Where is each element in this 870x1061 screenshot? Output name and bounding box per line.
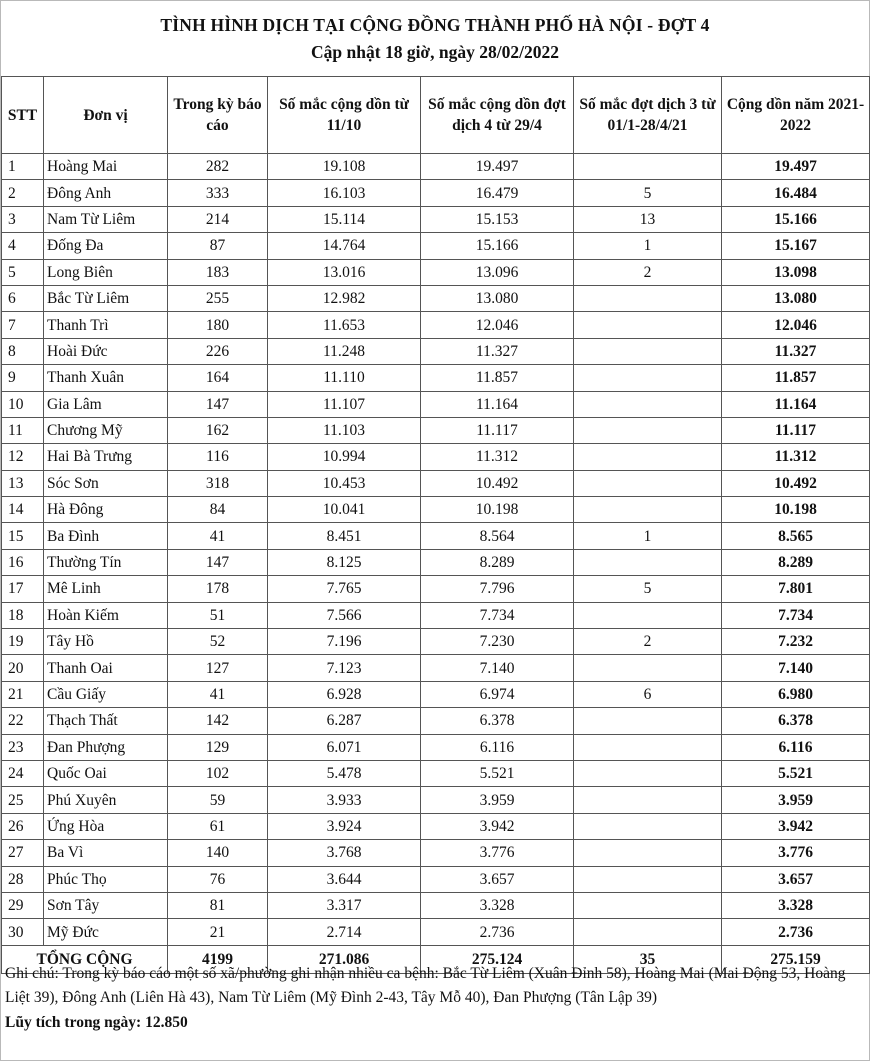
- header-wave4: Số mắc cộng dồn đợt dịch 4 từ 29/4: [421, 77, 574, 154]
- cell-stt: 15: [2, 523, 44, 549]
- cell-wave4: 5.521: [421, 760, 574, 786]
- table-row: [2, 259, 870, 285]
- cell-report-period: 21: [168, 919, 268, 945]
- cell-stt: 17: [2, 576, 44, 602]
- cell-since-11-10: 2.714: [268, 919, 421, 945]
- cell-unit: Mỹ Đức: [44, 919, 168, 945]
- cell-wave3: 1: [574, 523, 722, 549]
- cell-report-period: 51: [168, 602, 268, 628]
- cell-cumulative: 6.378: [722, 708, 870, 734]
- cell-stt: 14: [2, 497, 44, 523]
- cell-report-period: 41: [168, 681, 268, 707]
- table-row: [2, 892, 870, 918]
- cell-cumulative: 15.167: [722, 233, 870, 259]
- cell-unit: Gia Lâm: [44, 391, 168, 417]
- cell-stt: 5: [2, 259, 44, 285]
- cell-stt: 21: [2, 681, 44, 707]
- cell-since-11-10: 16.103: [268, 180, 421, 206]
- table-row: [2, 734, 870, 760]
- table-row: [2, 787, 870, 813]
- cell-stt: 11: [2, 417, 44, 443]
- cell-wave4: 3.657: [421, 866, 574, 892]
- total-label: TỔNG CỘNG: [2, 945, 168, 973]
- cell-since-11-10: 10.041: [268, 497, 421, 523]
- cell-wave3: [574, 470, 722, 496]
- cell-unit: Phú Xuyên: [44, 787, 168, 813]
- cell-unit: Sóc Sơn: [44, 470, 168, 496]
- cell-stt: 24: [2, 760, 44, 786]
- cell-report-period: 282: [168, 154, 268, 180]
- cell-since-11-10: 5.478: [268, 760, 421, 786]
- cell-report-period: 59: [168, 787, 268, 813]
- total-cumulative: 275.159: [722, 945, 870, 973]
- cell-cumulative: 3.942: [722, 813, 870, 839]
- cell-since-11-10: 11.248: [268, 338, 421, 364]
- cell-since-11-10: 8.451: [268, 523, 421, 549]
- cell-stt: 13: [2, 470, 44, 496]
- cell-cumulative: 7.232: [722, 629, 870, 655]
- cell-report-period: 147: [168, 391, 268, 417]
- cell-since-11-10: 12.982: [268, 285, 421, 311]
- total-since-11-10: 271.086: [268, 945, 421, 973]
- header-report-period: Trong kỳ báo cáo: [168, 77, 268, 154]
- cell-report-period: 164: [168, 365, 268, 391]
- table-row: [2, 760, 870, 786]
- table-body: [2, 154, 870, 946]
- cell-stt: 20: [2, 655, 44, 681]
- document-subtitle: Cập nhật 18 giờ, ngày 28/02/2022: [311, 42, 559, 62]
- cell-stt: 3: [2, 206, 44, 232]
- table-row: [2, 470, 870, 496]
- cell-since-11-10: 3.644: [268, 866, 421, 892]
- cell-unit: Đống Đa: [44, 233, 168, 259]
- cell-unit: Ba Đình: [44, 523, 168, 549]
- cell-unit: Quốc Oai: [44, 760, 168, 786]
- cell-wave3: [574, 154, 722, 180]
- total-wave4: 275.124: [421, 945, 574, 973]
- cell-wave3: [574, 391, 722, 417]
- table-row: [2, 523, 870, 549]
- cell-cumulative: 15.166: [722, 206, 870, 232]
- cell-since-11-10: 10.994: [268, 444, 421, 470]
- cell-report-period: 180: [168, 312, 268, 338]
- cell-wave3: [574, 444, 722, 470]
- cell-wave3: 2: [574, 259, 722, 285]
- cell-wave3: [574, 866, 722, 892]
- cell-cumulative: 11.312: [722, 444, 870, 470]
- table-row: [2, 497, 870, 523]
- cell-report-period: 87: [168, 233, 268, 259]
- cell-report-period: 162: [168, 417, 268, 443]
- cell-since-11-10: 11.110: [268, 365, 421, 391]
- cell-wave4: 3.776: [421, 840, 574, 866]
- cell-report-period: 214: [168, 206, 268, 232]
- cell-stt: 22: [2, 708, 44, 734]
- cell-wave4: 11.312: [421, 444, 574, 470]
- cell-wave4: 7.230: [421, 629, 574, 655]
- cell-report-period: 116: [168, 444, 268, 470]
- header-unit: Đơn vị: [44, 77, 168, 154]
- table-row: [2, 365, 870, 391]
- cell-unit: Hai Bà Trưng: [44, 444, 168, 470]
- table-row: [2, 813, 870, 839]
- cell-cumulative: 3.328: [722, 892, 870, 918]
- cell-wave4: 11.327: [421, 338, 574, 364]
- cell-unit: Long Biên: [44, 259, 168, 285]
- table-row: [2, 233, 870, 259]
- cell-wave4: 10.492: [421, 470, 574, 496]
- cell-stt: 2: [2, 180, 44, 206]
- cell-stt: 23: [2, 734, 44, 760]
- cell-unit: Hoài Đức: [44, 338, 168, 364]
- document-title: TÌNH HÌNH DỊCH TẠI CỘNG ĐỒNG THÀNH PHỐ HÀ NỘI - ĐỢT 4: [160, 15, 710, 35]
- cell-wave4: 6.378: [421, 708, 574, 734]
- cell-since-11-10: 15.114: [268, 206, 421, 232]
- cell-stt: 29: [2, 892, 44, 918]
- cell-report-period: 76: [168, 866, 268, 892]
- cell-wave3: [574, 813, 722, 839]
- cell-wave3: [574, 602, 722, 628]
- cell-cumulative: 7.801: [722, 576, 870, 602]
- daily-accumulated: Lũy tích trong ngày: 12.850: [5, 1014, 188, 1031]
- cell-wave3: [574, 312, 722, 338]
- cell-cumulative: 16.484: [722, 180, 870, 206]
- cell-cumulative: 3.776: [722, 840, 870, 866]
- header-cumulative: Cộng dồn năm 2021-2022: [722, 77, 870, 154]
- cell-stt: 12: [2, 444, 44, 470]
- cell-wave3: 6: [574, 681, 722, 707]
- cell-unit: Thanh Oai: [44, 655, 168, 681]
- cell-unit: Đan Phượng: [44, 734, 168, 760]
- cell-cumulative: 11.327: [722, 338, 870, 364]
- table-row: [2, 708, 870, 734]
- cell-cumulative: 12.046: [722, 312, 870, 338]
- table-row: [2, 444, 870, 470]
- cell-stt: 27: [2, 840, 44, 866]
- table-row: [2, 180, 870, 206]
- table-row: [2, 681, 870, 707]
- cell-wave3: 1: [574, 233, 722, 259]
- cell-wave3: [574, 285, 722, 311]
- cell-unit: Phúc Thọ: [44, 866, 168, 892]
- table-row: [2, 866, 870, 892]
- cell-wave4: 2.736: [421, 919, 574, 945]
- cell-cumulative: 11.164: [722, 391, 870, 417]
- cell-wave3: [574, 734, 722, 760]
- cell-wave3: [574, 840, 722, 866]
- table-row: [2, 417, 870, 443]
- cell-unit: Đông Anh: [44, 180, 168, 206]
- cell-since-11-10: 6.071: [268, 734, 421, 760]
- cell-cumulative: 13.080: [722, 285, 870, 311]
- table-row: [2, 285, 870, 311]
- cell-stt: 28: [2, 866, 44, 892]
- cell-cumulative: 6.980: [722, 681, 870, 707]
- cell-unit: Hoàn Kiếm: [44, 602, 168, 628]
- cell-wave4: 11.164: [421, 391, 574, 417]
- table-row: [2, 549, 870, 575]
- cell-since-11-10: 8.125: [268, 549, 421, 575]
- cell-unit: Sơn Tây: [44, 892, 168, 918]
- table-row: [2, 576, 870, 602]
- cell-wave3: [574, 365, 722, 391]
- cell-report-period: 333: [168, 180, 268, 206]
- cell-stt: 30: [2, 919, 44, 945]
- cell-report-period: 318: [168, 470, 268, 496]
- table-row: [2, 919, 870, 945]
- cell-report-period: 52: [168, 629, 268, 655]
- table-row: [2, 629, 870, 655]
- cell-report-period: 142: [168, 708, 268, 734]
- cell-wave4: 19.497: [421, 154, 574, 180]
- table-row: [2, 154, 870, 180]
- cell-since-11-10: 11.653: [268, 312, 421, 338]
- cell-cumulative: 8.565: [722, 523, 870, 549]
- cell-since-11-10: 7.123: [268, 655, 421, 681]
- cell-since-11-10: 3.768: [268, 840, 421, 866]
- cell-cumulative: 3.657: [722, 866, 870, 892]
- cell-since-11-10: 13.016: [268, 259, 421, 285]
- cell-stt: 18: [2, 602, 44, 628]
- cell-stt: 6: [2, 285, 44, 311]
- cell-unit: Thạch Thất: [44, 708, 168, 734]
- cell-wave4: 15.166: [421, 233, 574, 259]
- cell-unit: Ba Vì: [44, 840, 168, 866]
- table-row: [2, 312, 870, 338]
- cell-since-11-10: 7.765: [268, 576, 421, 602]
- cell-cumulative: 6.116: [722, 734, 870, 760]
- cell-stt: 25: [2, 787, 44, 813]
- cell-stt: 10: [2, 391, 44, 417]
- cell-wave4: 11.117: [421, 417, 574, 443]
- cell-cumulative: 7.734: [722, 602, 870, 628]
- cell-report-period: 147: [168, 549, 268, 575]
- cell-since-11-10: 3.317: [268, 892, 421, 918]
- cell-wave3: [574, 708, 722, 734]
- table-row: [2, 602, 870, 628]
- cell-report-period: 178: [168, 576, 268, 602]
- table-row: [2, 206, 870, 232]
- cell-wave4: 6.116: [421, 734, 574, 760]
- covid-cases-table: [1, 76, 870, 974]
- cell-wave3: 5: [574, 180, 722, 206]
- header-since-11-10: Số mắc cộng dồn từ 11/10: [268, 77, 421, 154]
- cell-wave4: 3.942: [421, 813, 574, 839]
- cell-wave3: [574, 760, 722, 786]
- cell-wave4: 3.959: [421, 787, 574, 813]
- cell-wave3: 5: [574, 576, 722, 602]
- cell-report-period: 129: [168, 734, 268, 760]
- cell-wave3: [574, 655, 722, 681]
- cell-wave3: [574, 892, 722, 918]
- cell-wave3: [574, 417, 722, 443]
- cell-since-11-10: 10.453: [268, 470, 421, 496]
- table-row: [2, 391, 870, 417]
- cell-wave4: 15.153: [421, 206, 574, 232]
- cell-wave4: 10.198: [421, 497, 574, 523]
- table-row: [2, 840, 870, 866]
- cell-report-period: 140: [168, 840, 268, 866]
- cell-report-period: 41: [168, 523, 268, 549]
- cell-wave4: 8.564: [421, 523, 574, 549]
- cell-stt: 4: [2, 233, 44, 259]
- cell-unit: Ứng Hòa: [44, 813, 168, 839]
- cell-report-period: 102: [168, 760, 268, 786]
- table-header-row: [2, 77, 870, 154]
- cell-wave4: 6.974: [421, 681, 574, 707]
- cell-stt: 8: [2, 338, 44, 364]
- cell-stt: 1: [2, 154, 44, 180]
- cell-cumulative: 5.521: [722, 760, 870, 786]
- cell-unit: Hà Đông: [44, 497, 168, 523]
- table-row: [2, 338, 870, 364]
- cell-unit: Tây Hồ: [44, 629, 168, 655]
- cell-wave4: 13.096: [421, 259, 574, 285]
- cell-wave3: [574, 497, 722, 523]
- header-stt: STT: [2, 77, 44, 154]
- cell-report-period: 226: [168, 338, 268, 364]
- cell-wave4: 13.080: [421, 285, 574, 311]
- cell-wave4: 7.734: [421, 602, 574, 628]
- cell-unit: Chương Mỹ: [44, 417, 168, 443]
- cell-stt: 16: [2, 549, 44, 575]
- table-row: [2, 655, 870, 681]
- cell-since-11-10: 3.924: [268, 813, 421, 839]
- cell-wave3: [574, 787, 722, 813]
- cell-unit: Bắc Từ Liêm: [44, 285, 168, 311]
- cell-report-period: 81: [168, 892, 268, 918]
- cell-unit: Hoàng Mai: [44, 154, 168, 180]
- cell-since-11-10: 6.287: [268, 708, 421, 734]
- cell-since-11-10: 6.928: [268, 681, 421, 707]
- cell-wave4: 3.328: [421, 892, 574, 918]
- cell-cumulative: 13.098: [722, 259, 870, 285]
- cell-stt: 19: [2, 629, 44, 655]
- header-wave3: Số mắc đợt dịch 3 từ 01/1-28/4/21: [574, 77, 722, 154]
- cell-since-11-10: 14.764: [268, 233, 421, 259]
- cell-cumulative: 7.140: [722, 655, 870, 681]
- cell-since-11-10: 7.566: [268, 602, 421, 628]
- cell-wave4: 7.140: [421, 655, 574, 681]
- cell-report-period: 61: [168, 813, 268, 839]
- cell-unit: Nam Từ Liêm: [44, 206, 168, 232]
- cell-wave4: 8.289: [421, 549, 574, 575]
- cell-wave4: 16.479: [421, 180, 574, 206]
- cell-unit: Mê Linh: [44, 576, 168, 602]
- cell-stt: 7: [2, 312, 44, 338]
- cell-stt: 9: [2, 365, 44, 391]
- cell-since-11-10: 19.108: [268, 154, 421, 180]
- cell-since-11-10: 11.103: [268, 417, 421, 443]
- cell-cumulative: 8.289: [722, 549, 870, 575]
- cell-wave3: 2: [574, 629, 722, 655]
- cell-unit: Thanh Trì: [44, 312, 168, 338]
- cell-since-11-10: 11.107: [268, 391, 421, 417]
- cell-unit: Thanh Xuân: [44, 365, 168, 391]
- cell-report-period: 255: [168, 285, 268, 311]
- cell-cumulative: 2.736: [722, 919, 870, 945]
- cell-wave3: [574, 919, 722, 945]
- cell-wave4: 7.796: [421, 576, 574, 602]
- cell-cumulative: 10.492: [722, 470, 870, 496]
- cell-wave3: [574, 549, 722, 575]
- footnote: Ghi chú: Trong kỳ báo cáo một số xã/phường ghi nhận nhiều ca bệnh: Bắc Từ Liêm (Xuân Đỉnh 58), Hoàng Mai (Mai Động 53, Hoàng Liệt 39), Đông Anh (Liên Hà 43), Nam Từ Liêm (Mỹ Đình 2-43, Tây Mỗ 40), Đan Phượng (Tân Lập 39): [5, 965, 846, 1006]
- cell-cumulative: 11.117: [722, 417, 870, 443]
- cell-since-11-10: 3.933: [268, 787, 421, 813]
- cell-cumulative: 11.857: [722, 365, 870, 391]
- cell-report-period: 127: [168, 655, 268, 681]
- cell-wave4: 12.046: [421, 312, 574, 338]
- cell-wave3: [574, 338, 722, 364]
- cell-wave3: 13: [574, 206, 722, 232]
- cell-cumulative: 3.959: [722, 787, 870, 813]
- cell-report-period: 84: [168, 497, 268, 523]
- cell-unit: Thường Tín: [44, 549, 168, 575]
- cell-unit: Cầu Giấy: [44, 681, 168, 707]
- cell-report-period: 183: [168, 259, 268, 285]
- cell-cumulative: 19.497: [722, 154, 870, 180]
- cell-wave4: 11.857: [421, 365, 574, 391]
- cell-stt: 26: [2, 813, 44, 839]
- total-report-period: 4199: [168, 945, 268, 973]
- cell-cumulative: 10.198: [722, 497, 870, 523]
- total-wave3: 35: [574, 945, 722, 973]
- cell-since-11-10: 7.196: [268, 629, 421, 655]
